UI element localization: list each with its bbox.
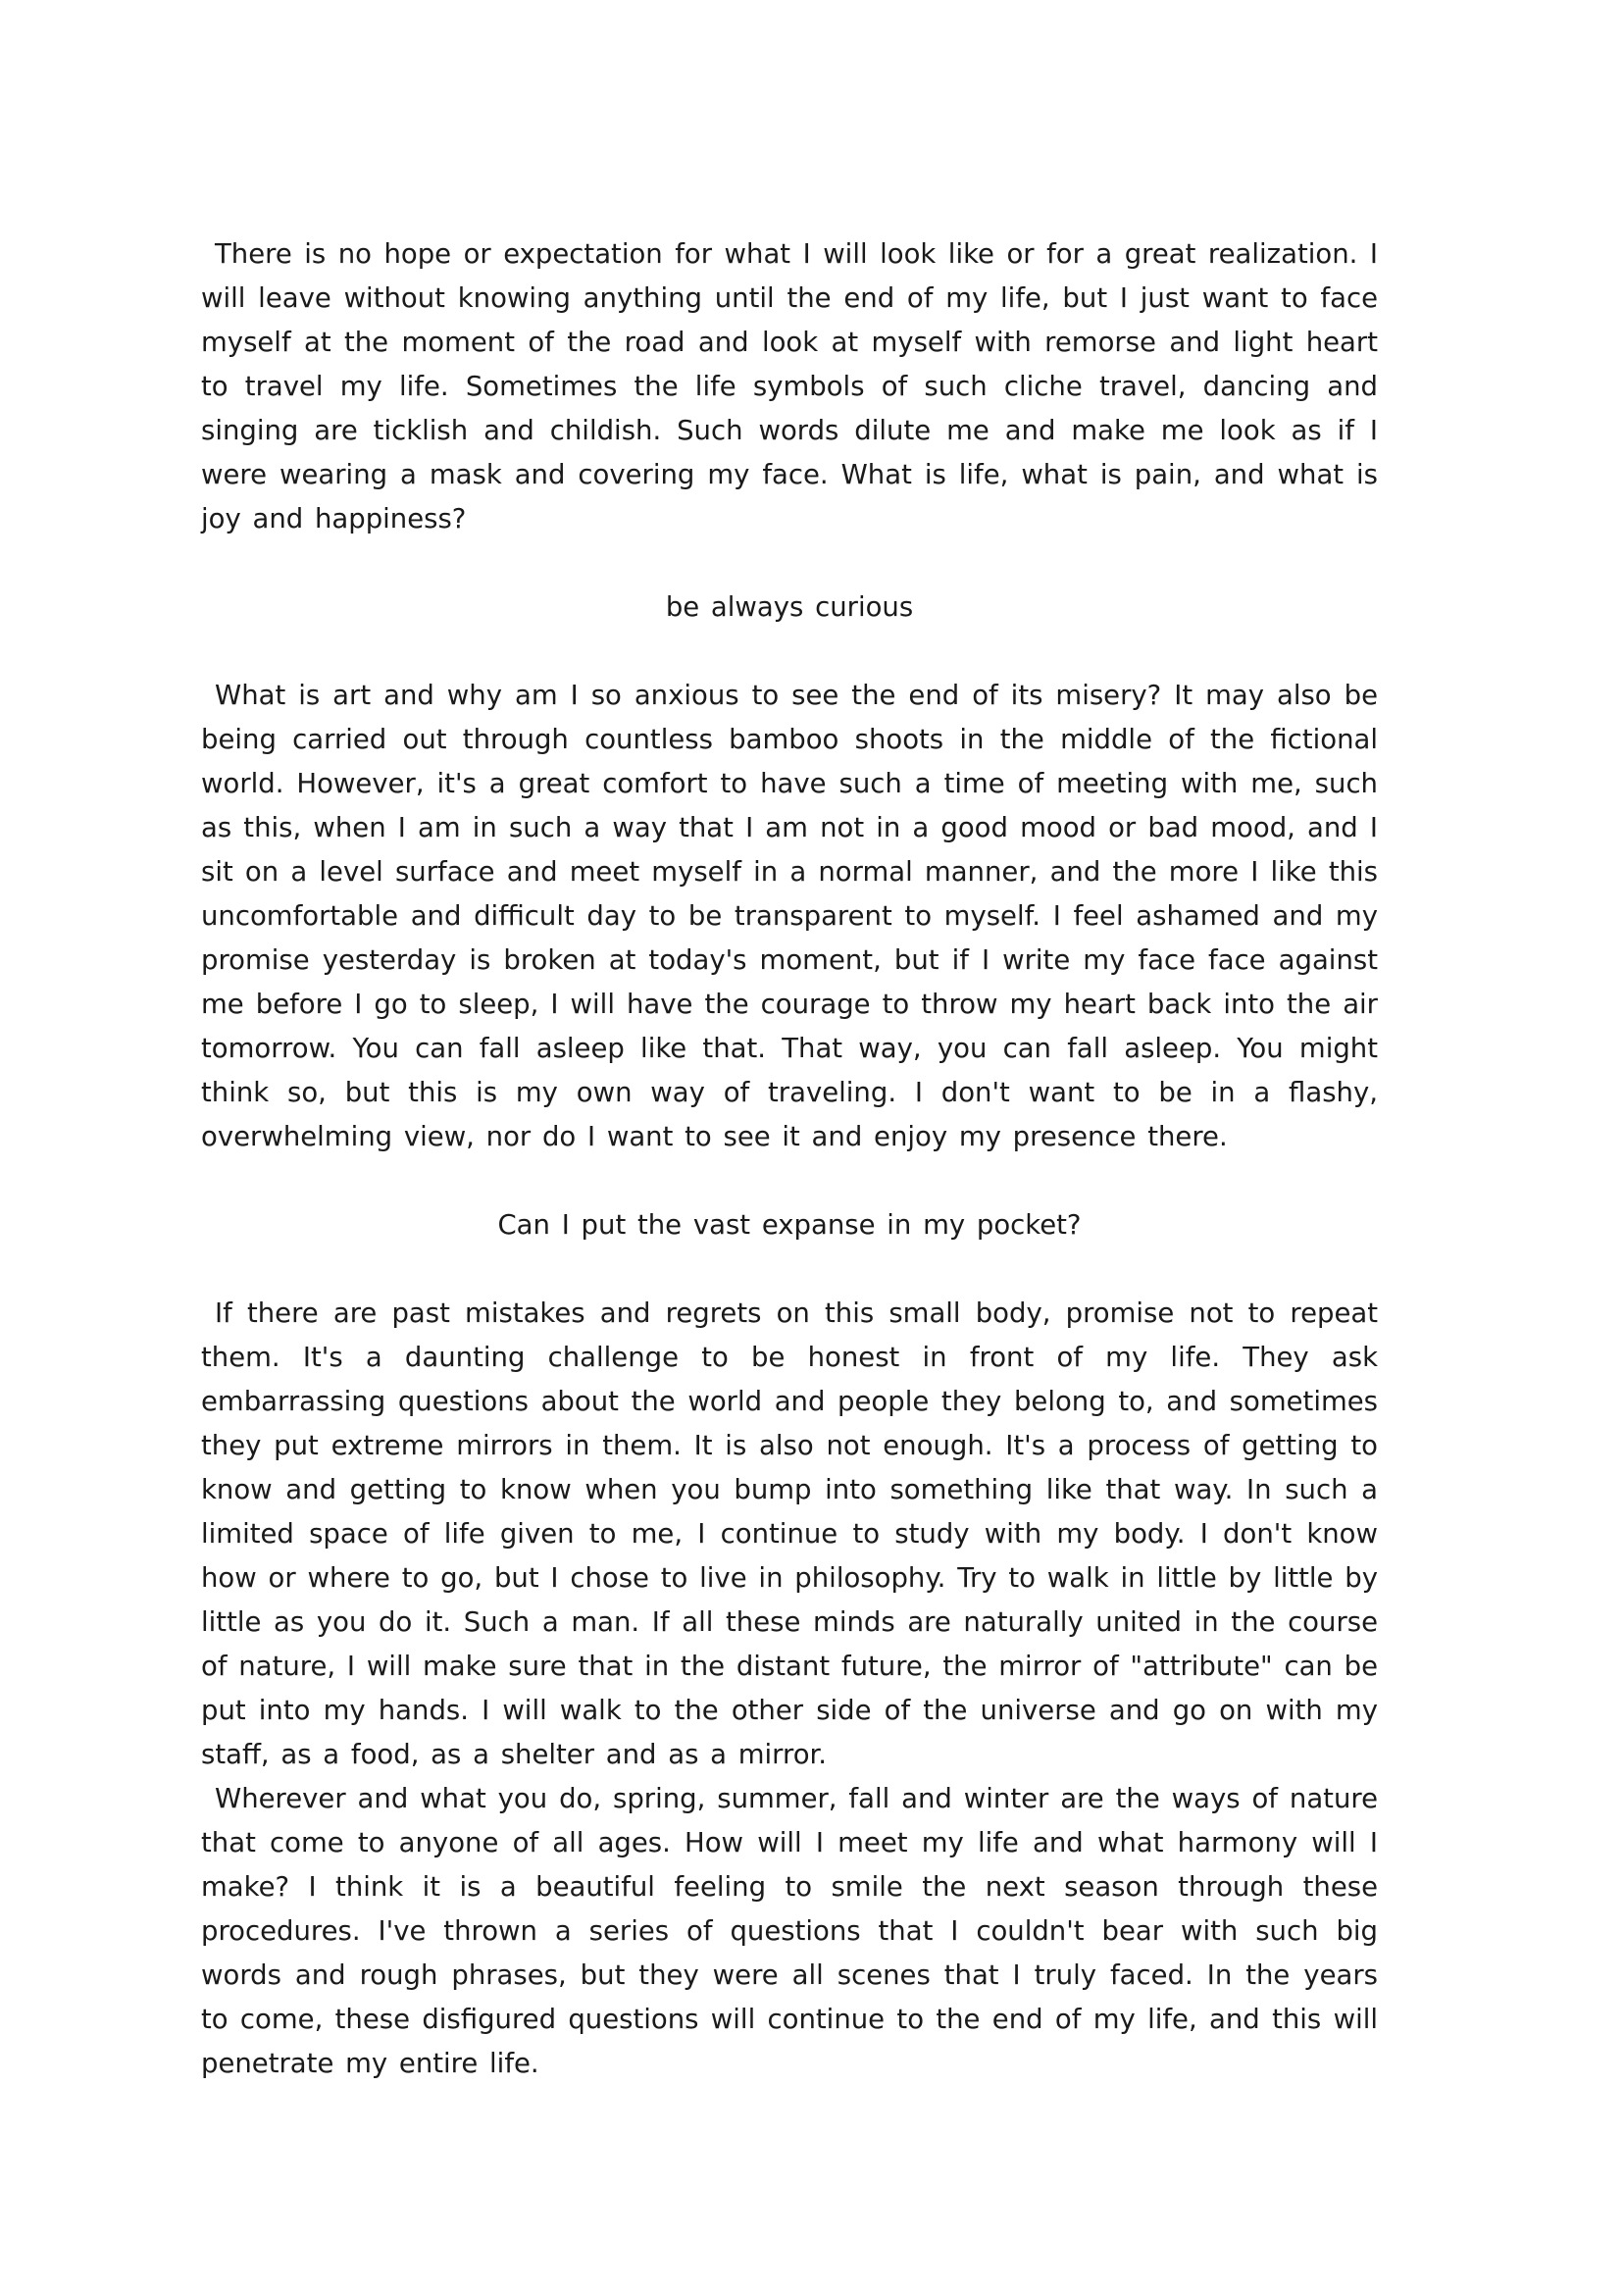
paragraph-4: Wherever and what you do, spring, summer, fall and winter are the ways of nature that come to anyone of all ages. How will I meet my life and what harmony will I make? I think it is a beautiful feeling to smile the next season through these procedures. I've thrown a series of questions that I couldn't bear with such big words and rough phrases, but they were all scenes that I truly faced. In the years to come, these disfigured questions will continue to the end of my life, and this will penetrate my entire life.	[201, 1783, 1378, 2079]
spacer	[201, 1159, 1378, 1203]
spacer	[201, 541, 1378, 585]
paragraph-2: What is art and why am I so anxious to see the end of its misery? It may also be being carried out through countless bamboo shoots in the middle of the fictional world. However, it's a great comfort to have such a time of meeting with me, such as this, when I am in such a way that I am not in a good mood or bad mood, and I sit on a level surface and meet myself in a normal manner, and the more I like this uncomfortable and difficult day to be transparent to myself. I feel ashamed and my promise yesterday is broken at today's moment, but if I write my face face against me before I go to sleep, I will have the courage to throw my heart back into the air tomorrow. You can fall asleep like that. That way, you can fall asleep. You might think so, but this is my own way of traveling. I don't want to be in a flashy, overwhelming view, nor do I want to see it and enjoy my presence there.	[201, 680, 1378, 1152]
spacer	[201, 1247, 1378, 1292]
section-heading-2: Can I put the vast expanse in my pocket?	[497, 1209, 1082, 1241]
section-heading-1: be always curious	[665, 591, 914, 623]
spacer	[201, 630, 1378, 674]
document-body	[201, 232, 1378, 2086]
paragraph-3: If there are past mistakes and regrets on this small body, promise not to repeat them. It's a daunting challenge to be honest in front of my life. They ask embarrassing questions about the world and people they belong to, and sometimes they put extreme mirrors in them. It is also not enough. It's a process of getting to know and getting to know when you bump into something like that way. In such a limited space of life given to me, I continue to study with my body. I don't know how or where to go, but I chose to live in philosophy. Try to walk in little by little by little as you do it. Such a man. If all these minds are naturally united in the course of nature, I will make sure that in the distant future, the mirror of "attribute" can be put into my hands. I will walk to the other side of the universe and go on with my staff, as a food, as a shelter and as a mirror.	[201, 1297, 1378, 1770]
paragraph-1: There is no hope or expectation for what I will look like or for a great realization. I will leave without knowing anything until the end of my life, but I just want to face myself at the moment of the road and look at myself with remorse and light heart to travel my life. Sometimes the life symbols of such cliche travel, dancing and singing are ticklish and childish. Such words dilute me and make me look as if I were wearing a mask and covering my face. What is life, what is pain, and what is joy and happiness?	[201, 238, 1378, 534]
